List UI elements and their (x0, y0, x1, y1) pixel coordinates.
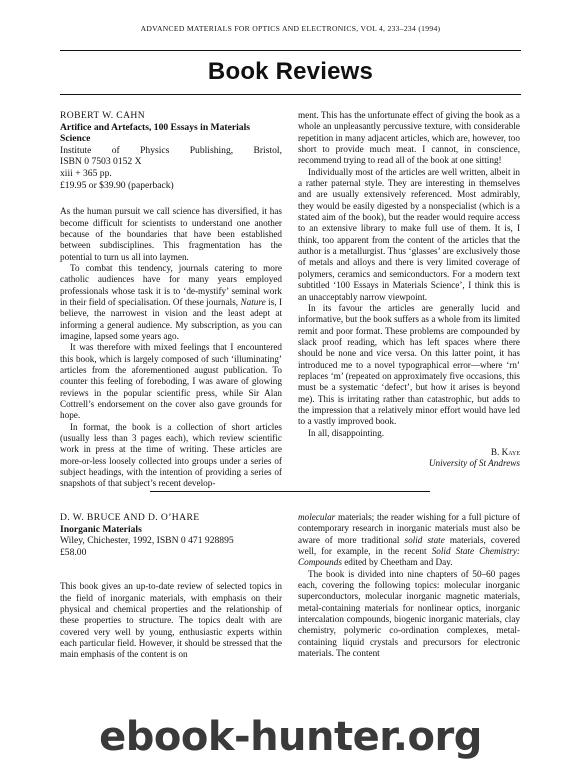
review1-left-column (60, 110, 282, 490)
title-rule (60, 94, 521, 95)
watermark: ebook-hunter.org (99, 714, 482, 760)
review1-reviewer: B. Kaye (490, 446, 520, 457)
review2-paragraph: This book gives an up-to-date review of selected topics in the field of inorganic materials, with emphasis on their physical and chemical properties and the relationship of these properties to structure. The topics dealt with are covered very well by young, enthusiastic experts within each particular field. However, it should be stressed that the main emphasis of the content is on (60, 581, 282, 660)
review1-pages: xiii + 365 pp. (60, 167, 112, 179)
review1-paragraph: ment. This has the unfortunate effect of giving the book as a whole an unpleasantly percussive texture, with considerable repetition in many adjacent articles, which are, however, too short to provide much meat. I cannot, in conscience, recommend trying to read all of the book at one sitting! (298, 110, 520, 166)
review1-isbn: ISBN 0 7503 0152 X (60, 156, 142, 168)
review2-left-column (60, 512, 282, 661)
review2-price: £58.00 (60, 546, 87, 558)
review1-paragraph: In format, the book is a collection of short articles (usually less than 3 pages each), which review scientific work in press at the time of writing. These articles are more-or-less loosely collected into groups under a series of subject headings, with the intention of providing a series of snapshots of that subject’s recent develop- (60, 421, 282, 489)
review1-paragraph: Individually most of the articles are well written, albeit in a rather paternal style. They are interesting in themselves and are usually extensively referenced. Most admirably, they would be easily digested by a nonspecialist (which is a stated aim of the book), but the reader would require access to an extensive library to make full use of them. It is, I think, too apparent from the content of the articles that the author is a metallurgist. Thus ‘glasses’ are exclusively those of metals and alloys and there is very limited coverage of polymers, ceramics and semiconductors. For a modern text subtitled ‘100 Essays in Materials Science’, I think this is an unacceptably narrow viewpoint. (298, 166, 520, 302)
review2-author: D. W. BRUCE AND D. O’HARE (60, 512, 200, 523)
review1-price: £19.95 or $39.90 (paperback) (60, 179, 174, 191)
review2-publisher: Wiley, Chichester, 1992, ISBN 0 471 928895 (60, 535, 234, 547)
review1-paragraph: As the human pursuit we call science has diversified, it has become difficult for scientists to understand one another because of the boundaries that have been established between subdisciplines. This fragmentation has the potential to turn us all into laymen. (60, 206, 282, 262)
review-separator (150, 491, 430, 492)
review2-bibliography (60, 512, 282, 558)
review1-paragraph: It was therefore with mixed feelings that I encountered this book, which is largely composed of such ‘illuminating’ articles from the aforementioned august publication. To counter this feeling of foreboding, I was aware of glowing reviews in the popular scientific press, while Sir Alan Cottrell’s endorsement on the cover also gave grounds for hope. (60, 342, 282, 421)
review1-bibliography (60, 110, 282, 191)
top-rule (60, 50, 521, 51)
review2-right-column (298, 512, 520, 659)
review1-author: ROBERT W. CAHN (60, 110, 146, 121)
review1-paragraph: In its favour the articles are generally lucid and informative, but the book suffers as a whole from its limited remit and poor format. These problems are compounded by slack proof reading, which has left spaces where there should be none and vice versa. On this latter point, it has introduced me to a novel typographical error—where ‘rn’ replaces ‘m’ (repeated on approximately five occasions, this must be a systematic ‘defect’, but how it arises is beyond me). This is irritating rather than catastrophic, but adds to the impression that a relatively minor effort would have led to a vastly improved book. (298, 302, 520, 427)
review2-paragraph: The book is divided into nine chapters of 50–60 pages each, covering the following topics: molecular inorganic superconductors, molecular inorganic magnetic materials, metal-containing materials for nonlinear optics, inorganic intercalation compounds, biogenic inorganic materials, clay chemistry, polymeric co-ordination complexes, metal-containing liquid crystals and precursors for electronic materials. The content (298, 568, 520, 659)
review1-affiliation: University of St Andrews (428, 458, 520, 469)
review1-book-title: Artifice and Artefacts, 100 Essays in Materials Science (60, 121, 250, 145)
review1-publisher: Institute of Physics Publishing, Bristol, (60, 144, 282, 156)
section-title: Book Reviews (207, 58, 374, 85)
running-head: ADVANCED MATERIALS FOR OPTICS AND ELECTRONICS, VOL 4, 233–234 (1994) (140, 24, 441, 33)
review1-right-column (298, 110, 520, 470)
review1-paragraph: To combat this tendency, journals catering to more catholic audiences have for many years employed professionals whose task it is to ‘de-mystify’ seminal work in their field of specialisation. Of these journals, Nature is, I believe, the narrowest in vision and the least adept at informing a general audience. My subscription, as you can imagine, lapsed some years ago. (60, 262, 283, 341)
review1-paragraph: In all, disappointing. (308, 427, 385, 438)
review2-paragraph: molecular materials; the reader wishing for a full picture of contemporary research in inorganic materials must also be aware of more traditional solid state materials, covered well, for example, in the recent Solid State Chemistry: Compounds edited by Cheetham and Day. (298, 512, 520, 568)
review2-book-title: Inorganic Materials (60, 523, 142, 535)
